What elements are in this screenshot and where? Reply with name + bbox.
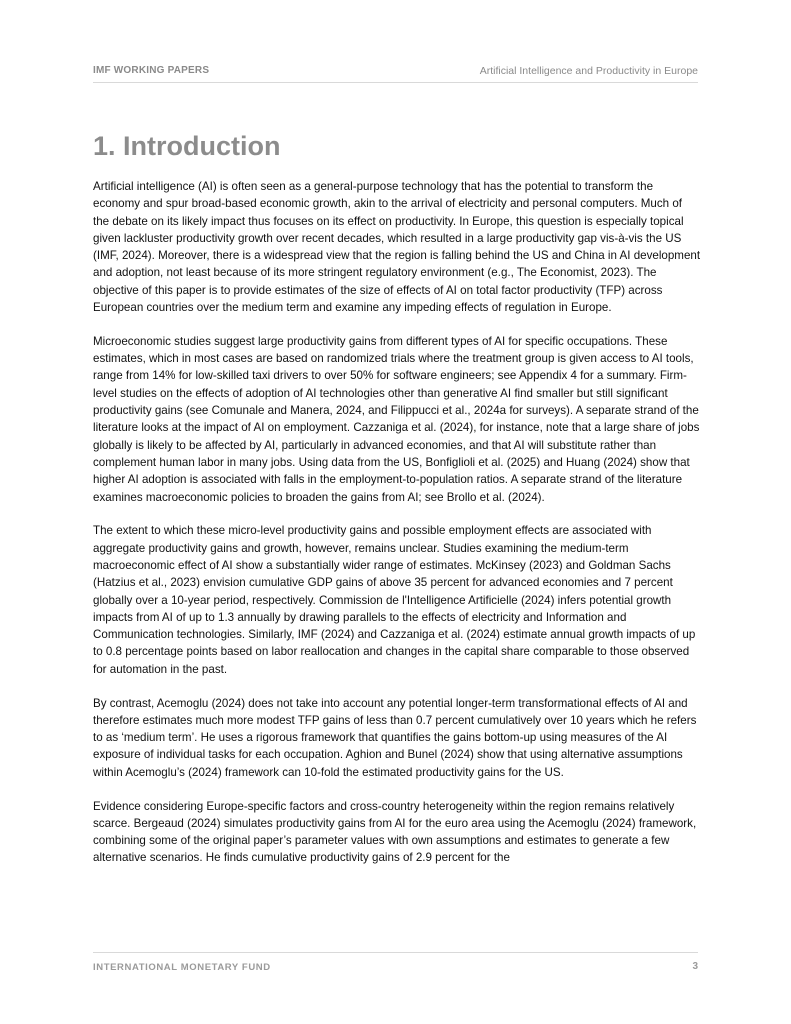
paragraph-2: Microeconomic studies suggest large productivity gains from different types of AI for specific occupations. These estimates, which in most cases are based on randomized trials where the treatment group is given access to AI tools, range from 14% for low-skilled taxi drivers to over 50% for software engineers; see Appendix 4 for a summary. Firm-level studies on the effects of adoption of AI technologies other than generative AI find smaller but still significant productivity gains (see Comunale and Manera, 2024, and Filippucci et al., 2024a for surveys). A separate strand of the literature looks at the impact of AI on employment. Cazzaniga et al. (2024), for instance, note that a large share of jobs globally is likely to be affected by AI, particularly in advanced economies, and that AI will substitute rather than complement human labor in many jobs. Using data from the US, Bonfiglioli et al. (2025) and Huang (2024) show that higher AI adoption is associated with falls in the employment-to-population ratios. A separate strand of the literature examines macroeconomic policies to broaden the gains from AI; see Brollo et al. (2024). [93, 334, 700, 504]
footer-organization: INTERNATIONAL MONETARY FUND [93, 962, 271, 973]
paragraph-5: Evidence considering Europe-specific factors and cross-country heterogeneity within the region remains relatively scarce. Bergeaud (2024) simulates productivity gains from AI for the euro area using the Acemoglu (2024) framework, combining some of the original paper’s parameter values with own assumptions and estimates to generate a few alternative scenarios. He finds cumulative productivity gains of 2.9 percent for the [93, 799, 697, 865]
paragraph-3: The extent to which these micro-level productivity gains and possible employment effects are associated with aggregate productivity gains and growth, however, remains unclear. Studies examining the medium-term macroeconomic effect of AI show a substantially wider range of estimates. McKinsey (2023) and Goldman Sachs (Hatzius et al., 2023) envision cumulative GDP gains of above 35 percent for advanced economies and 7 percent globally over a 10-year period, respectively. Commission de l'Intelligence Artificielle (2024) infers potential growth impacts from AI of up to 1.3 annually by drawing parallels to the effects of electricity and Information and Communication technologies. Similarly, IMF (2024) and Cazzaniga et al. (2024) estimate annual growth impacts of up to 0.8 percentage points based on labor reallocation and changes in the capital share comparable to those observed for automation in the past. [93, 524, 696, 676]
running-header-series: IMF WORKING PAPERS [93, 65, 210, 76]
footer-divider [93, 952, 698, 953]
paragraph-4: By contrast, Acemoglu (2024) does not take into account any potential longer-term transformational effects of AI and therefore estimates much more modest TFP gains of less than 0.7 percent cumulatively over 10 years which he refers to as ‘medium term’. He uses a rigorous framework that quantifies the gains bottom-up using measures of the AI exposure of individual tasks for each occupation. Aghion and Bunel (2024) show that using alternative assumptions within Acemoglu’s (2024) framework can 10-fold the estimated productivity gains for the US. [93, 696, 697, 779]
page-number: 3 [692, 961, 698, 972]
paragraph-1: Artificial intelligence (AI) is often seen as a general-purpose technology that has the potential to transform the economy and spur broad-based economic growth, akin to the arrival of electricity and personal computers. Much of the debate on its likely impact thus focuses on its effect on productivity. In Europe, this question is especially topical given lackluster productivity growth over recent decades, which resulted in a large productivity gap vis-à-vis the US (IMF, 2024). Moreover, there is a widespread view that the region is falling behind the US and China in AI development and adoption, not least because of its more stringent regulatory environment (e.g., The Economist, 2023). The objective of this paper is to provide estimates of the size of effects of AI on total factor productivity (TFP) across European countries over the medium term and examine any impeding effects of regulation in Europe. [93, 180, 701, 315]
body-text [93, 178, 701, 883]
header-divider [93, 82, 698, 83]
section-heading: 1. Introduction [93, 131, 281, 161]
running-header-title: Artificial Intelligence and Productivity in Europe [479, 65, 698, 77]
